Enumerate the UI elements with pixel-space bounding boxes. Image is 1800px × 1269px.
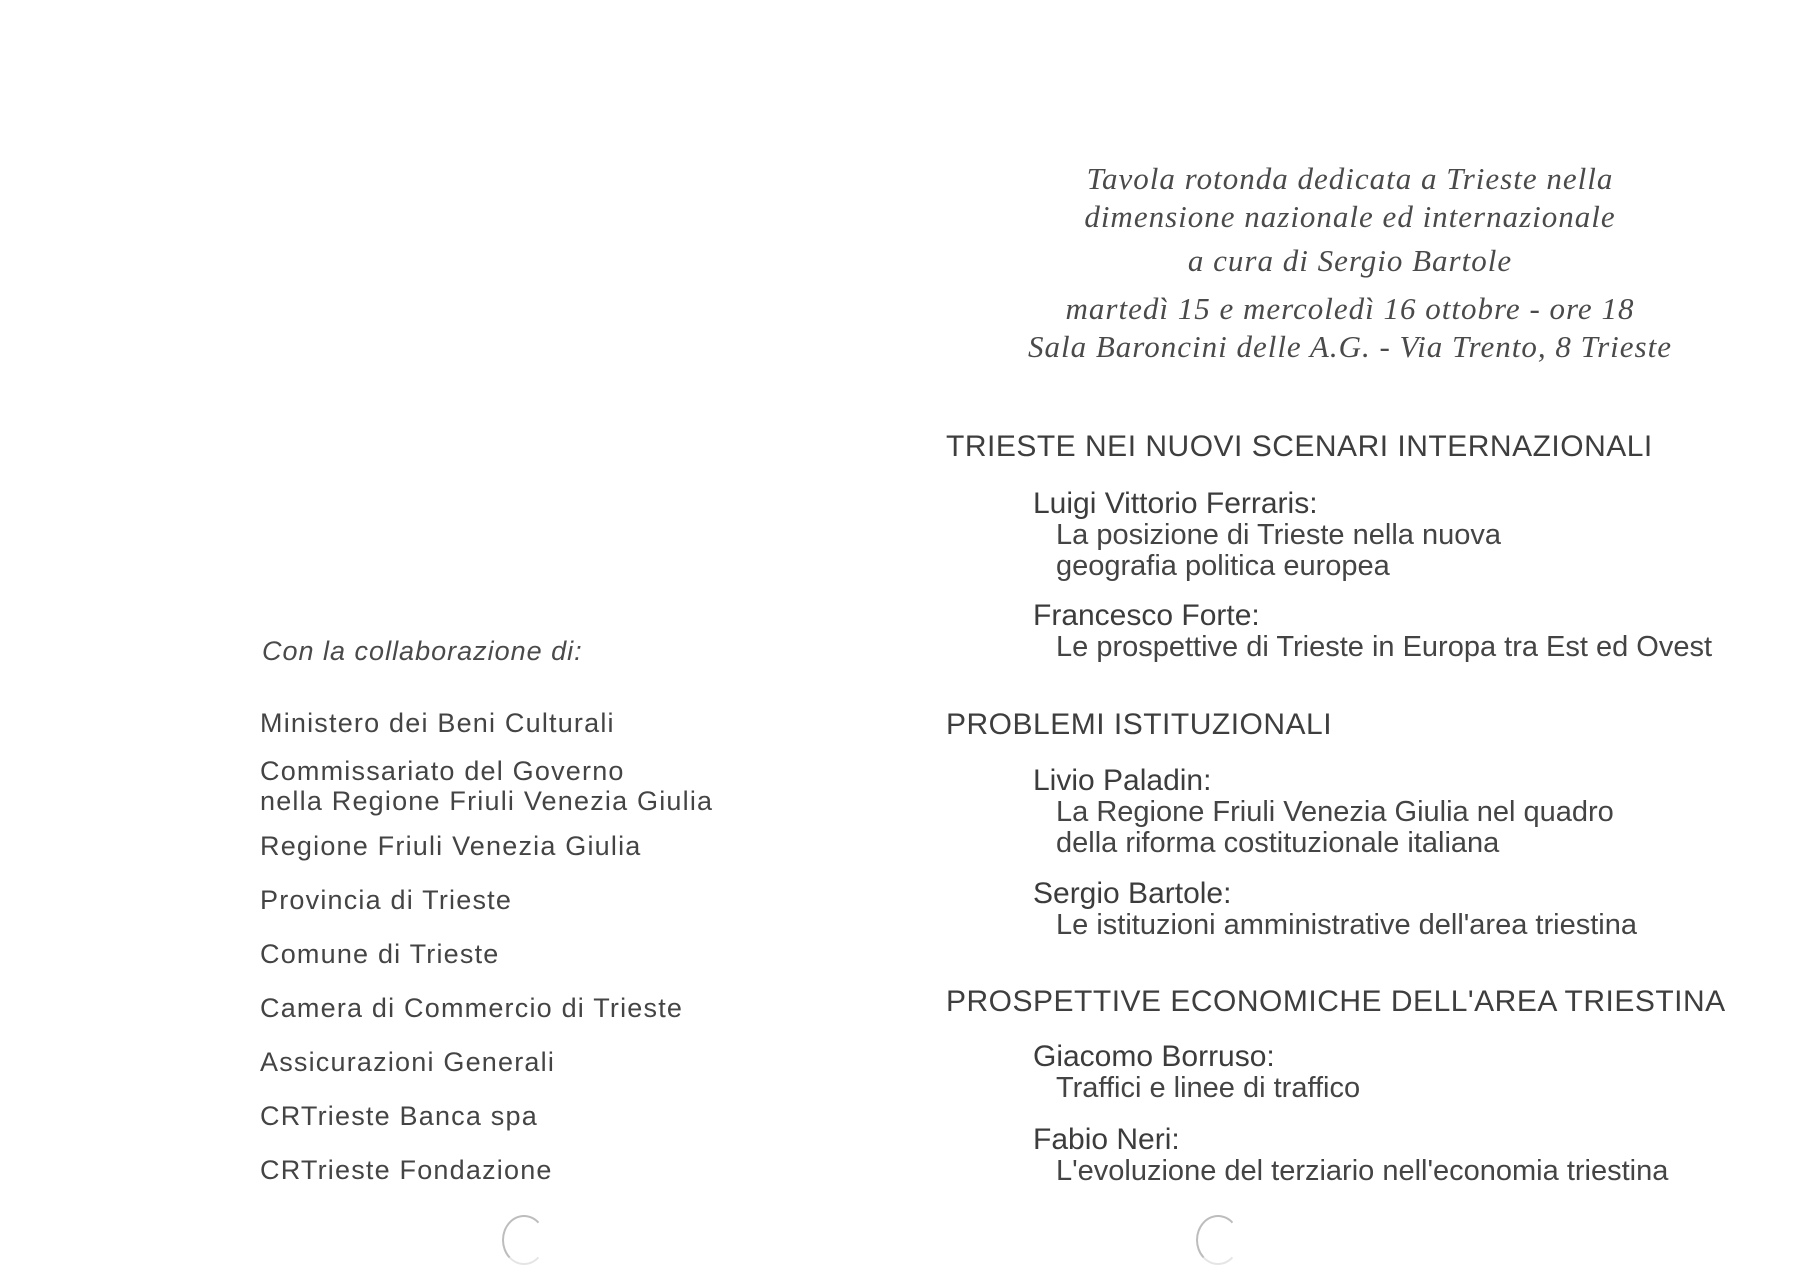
collaborator-item: Camera di Commercio di Trieste [260, 993, 684, 1023]
talk-title-line: La Regione Friuli Venezia Giulia nel quadro [1056, 796, 1614, 828]
speaker-name: Livio Paladin: [1033, 764, 1212, 797]
speaker-name: Sergio Bartole: [1033, 877, 1232, 910]
talk-entry [1033, 1124, 1668, 1187]
collaboration-heading: Con la collaborazione di: [262, 636, 583, 666]
speaker-name: Francesco Forte: [1033, 599, 1260, 632]
collaborator-item: Provincia di Trieste [260, 885, 513, 915]
collaborator-item: Regione Friuli Venezia Giulia [260, 831, 642, 861]
talk-title-line: geografia politica europea [1056, 550, 1390, 582]
talk-title-line: Le prospettive di Trieste in Europa tra Est ed Ovest [1056, 631, 1713, 663]
collaborator-item: CRTrieste Fondazione [260, 1155, 553, 1185]
collaborator-item: Ministero dei Beni Culturali [260, 708, 615, 738]
talk-title-line: L'evoluzione del terziario nell'economia triestina [1056, 1155, 1669, 1187]
speaker-name: Fabio Neri: [1033, 1123, 1180, 1156]
talk-title-line: La posizione di Trieste nella nuova [1056, 519, 1501, 551]
section-title: PROSPETTIVE ECONOMICHE DELL'AREA TRIESTINA [946, 985, 1726, 1018]
section-title: TRIESTE NEI NUOVI SCENARI INTERNAZIONALI [946, 430, 1653, 463]
collaborator-item: CRTrieste Banca spa [260, 1101, 538, 1131]
talk-entry [1033, 600, 1712, 663]
binder-hole-mark [502, 1215, 546, 1265]
talk-entry [1033, 878, 1637, 941]
right-page [900, 0, 1800, 1269]
talk-entry [1033, 488, 1501, 582]
talk-entry [1033, 765, 1614, 859]
speaker-name: Luigi Vittorio Ferraris: [1033, 487, 1318, 520]
collaborator-item: Comune di Trieste [260, 939, 500, 969]
collaborator-item: Assicurazioni Generali [260, 1047, 556, 1077]
event-title-line-2: dimensione nazionale ed internazionale [1084, 199, 1616, 234]
speaker-name: Giacomo Borruso: [1033, 1040, 1275, 1073]
event-date: martedì 15 e mercoledì 16 ottobre - ore 18 [1065, 291, 1635, 326]
event-venue: Sala Baroncini delle A.G. - Via Trento, 8 Trieste [1028, 329, 1672, 364]
talk-title-line: Le istituzioni amministrative dell'area triestina [1056, 909, 1637, 941]
talk-title-line: della riforma costituzionale italiana [1056, 827, 1500, 859]
talk-entry [1033, 1041, 1360, 1104]
binder-hole-mark [1196, 1215, 1240, 1265]
section-title: PROBLEMI ISTITUZIONALI [946, 708, 1333, 741]
collaborator-item: nella Regione Friuli Venezia Giulia [260, 786, 714, 816]
event-title-line-1: Tavola rotonda dedicata a Trieste nella [1086, 161, 1614, 196]
event-curator: a cura di Sergio Bartole [1187, 243, 1513, 278]
talk-title-line: Traffici e linee di traffico [1056, 1072, 1361, 1104]
collaborator-item: Commissariato del Governo [260, 756, 625, 786]
event-header [980, 160, 1720, 366]
